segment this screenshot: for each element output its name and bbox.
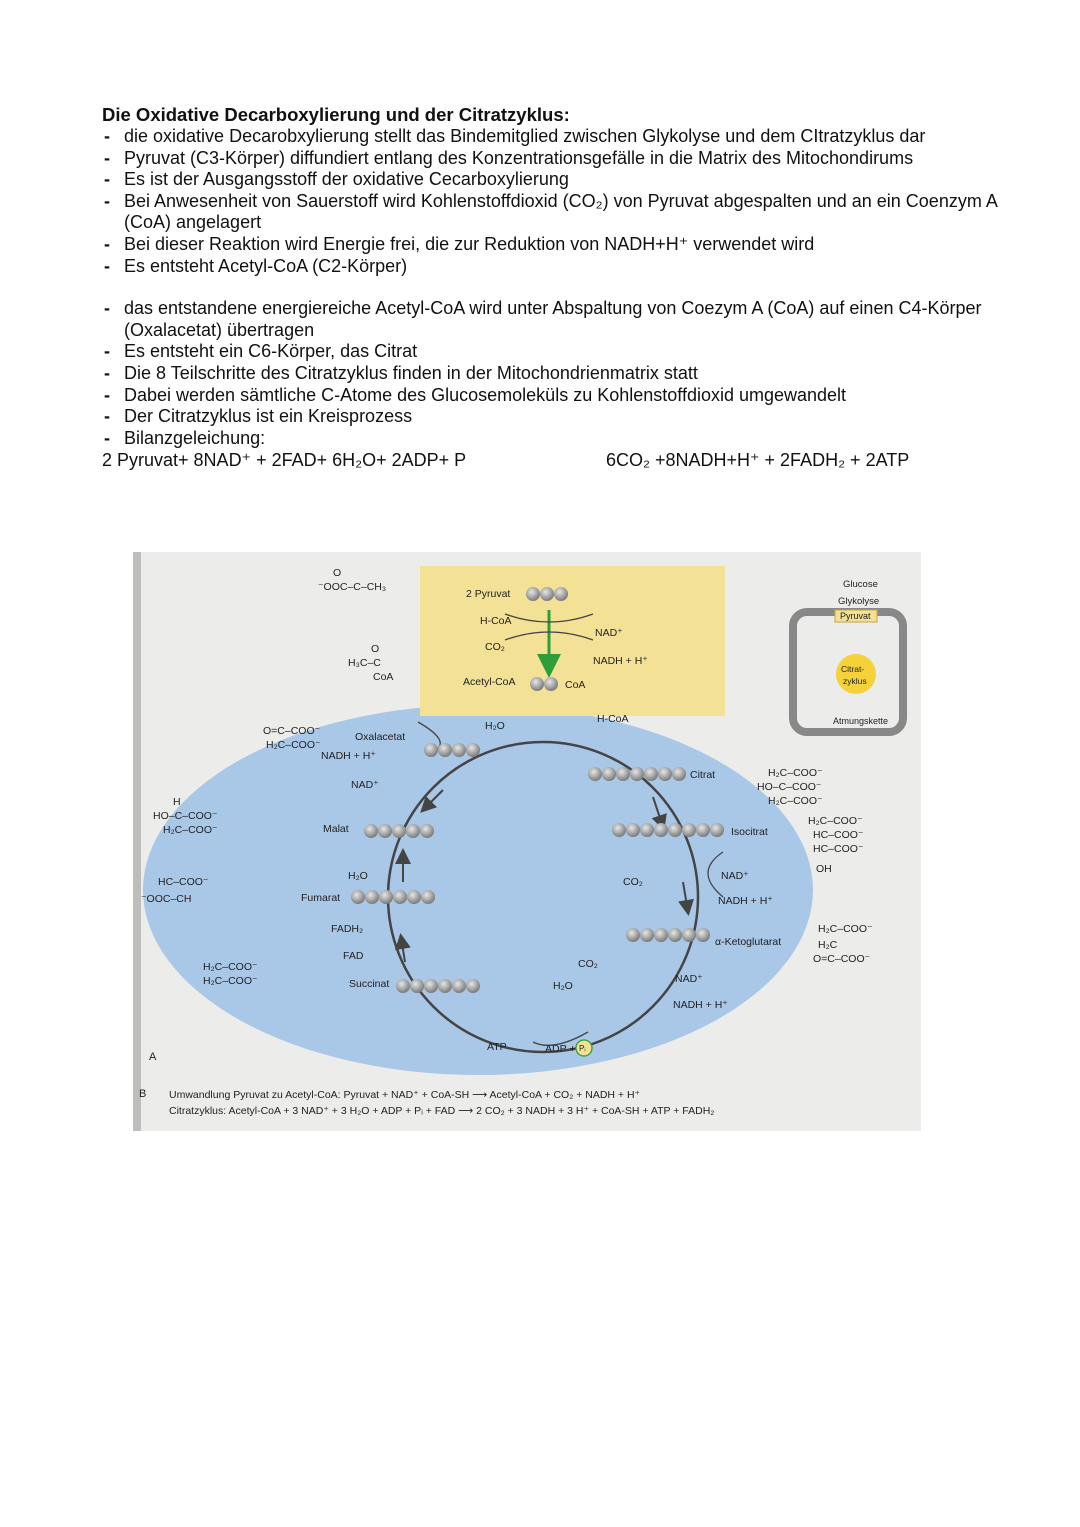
- inset-glucose: Glucose: [843, 579, 878, 590]
- list-item: - Dabei werden sämtliche C-Atome des Glucosemoleküls zu Kohlenstoffdioxid umgewandelt: [102, 385, 1002, 407]
- oxal-formula-1: O=C–COO⁻: [263, 725, 321, 737]
- acetyl-formula-o: O: [371, 643, 380, 655]
- label-citrat: Citrat: [690, 769, 716, 781]
- label-atp: ATP: [487, 1041, 507, 1053]
- inset-cycle-icon: [836, 654, 876, 694]
- label-malat: Malat: [323, 823, 349, 835]
- pyruvat-formula-o: O: [333, 567, 342, 579]
- citrat-formula-3: H₂C–COO⁻: [768, 795, 823, 807]
- equation-right: 6CO₂ +8NADH+H⁺ + 2FADH₂ + 2ATP: [606, 450, 910, 471]
- label-co2-iso: CO₂: [623, 876, 643, 888]
- inset-pyruvat: Pyruvat: [840, 611, 871, 621]
- bullet-list-citratzyklus: [102, 298, 1002, 449]
- inset-citrat-2: zyklus: [843, 676, 867, 686]
- label-fumarat: Fumarat: [301, 892, 341, 904]
- label-nadh-iso: NADH + H⁺: [718, 895, 773, 907]
- bead-chain-pyruvat: [526, 587, 568, 601]
- isocitrat-formula-1: H₂C–COO⁻: [808, 815, 863, 827]
- list-item: - das entstandene energiereiche Acetyl-CoA wird unter Abspaltung von Coezym A (CoA) auf einen C4-Körper (Oxalacetat) übertragen: [102, 298, 1002, 341]
- mitochondrial-matrix: [143, 705, 813, 1075]
- label-h2o-bottom: H₂O: [553, 980, 573, 992]
- label-fadh2: FADH₂: [331, 923, 364, 935]
- page-title: Die Oxidative Decarboxylierung und der Citratzyklus:: [102, 104, 570, 125]
- label-nad-iso: NAD⁺: [721, 870, 749, 882]
- label-nad-bottom: NAD⁺: [675, 973, 703, 985]
- keto-formula-1: H₂C–COO⁻: [818, 923, 873, 935]
- equation-left: 2 Pyruvat+ 8NAD⁺ + 2FAD+ 6H₂O+ 2ADP+ P: [102, 450, 467, 471]
- photo-edge: [133, 552, 141, 1131]
- inset-citrat-1: Citrat-: [841, 664, 865, 674]
- label-2-pyruvat: 2 Pyruvat: [466, 588, 511, 600]
- acetyl-formula-coa: CoA: [373, 671, 394, 683]
- label-b: B: [139, 1088, 147, 1100]
- citrat-formula-1: H₂C–COO⁻: [768, 767, 823, 779]
- citrat-formula-2: HO–C–COO⁻: [757, 781, 822, 793]
- list-item: - Bei Anwesenheit von Sauerstoff wird Kohlenstoffdioxid (CO₂) von Pyruvat abgespalten und an ein Coenzym A (CoA) angelagert: [102, 191, 1002, 234]
- list-item: - die oxidative Decarobxylierung stellt das Bindemitglied zwischen Glykolyse und dem CItratzyklus dar: [102, 126, 1002, 148]
- list-item: - Pyruvat (C3-Körper) diffundiert entlang des Konzentrationsgefälle in die Matrix des Mitochondirums: [102, 148, 1002, 170]
- label-oxalacetat: Oxalacetat: [355, 731, 406, 743]
- pyruvat-formula: ⁻OOC–C–CH₃: [318, 581, 387, 593]
- list-item: - Es entsteht Acetyl-CoA (C2-Körper): [102, 256, 1002, 278]
- spacer: [102, 277, 1002, 298]
- label-a: A: [149, 1051, 157, 1063]
- malat-formula-3: H₂C–COO⁻: [163, 824, 218, 836]
- bullet-list-decarboxylierung: [102, 126, 1002, 277]
- label-isocitrat: Isocitrat: [731, 826, 768, 838]
- list-item: - Es entsteht ein C6-Körper, das Citrat: [102, 341, 1002, 363]
- label-p: Pᵢ: [579, 1044, 586, 1053]
- succinat-formula-1: H₂C–COO⁻: [203, 961, 258, 973]
- label-fad: FAD: [343, 950, 364, 962]
- bead-chain-malat: [364, 824, 434, 838]
- oxal-formula-2: H₂C–COO⁻: [266, 739, 321, 751]
- text-block: [102, 104, 1002, 473]
- label-nad-oxal: NAD⁺: [351, 779, 379, 791]
- label-ketoglutarat: α-Ketoglutarat: [715, 936, 782, 948]
- inset-glykolyse: Glykolyse: [838, 596, 880, 607]
- label-nadh-oxal: NADH + H⁺: [321, 750, 376, 762]
- label-hcoa-mid: H-CoA: [597, 713, 629, 725]
- balance-equation: [102, 449, 1002, 473]
- label-co2-bottom: CO₂: [578, 958, 598, 970]
- list-item: - Bilanzgeleichung:: [102, 428, 1002, 450]
- inset-atmung: Atmungskette: [833, 716, 889, 726]
- list-item: - Bei dieser Reaktion wird Energie frei, die zur Reduktion von NADH+H⁺ verwendet wird: [102, 234, 1002, 256]
- caption-line-2: Citratzyklus: Acetyl-CoA + 3 NAD⁺ + 3 H₂O + ADP + Pᵢ + FAD ⟶ 2 CO₂ + 3 NADH + 3 H⁺ + CoA-SH + ATP + FADH₂: [169, 1105, 715, 1117]
- succinat-formula-2: H₂C–COO⁻: [203, 975, 258, 987]
- label-nadh-top: NADH + H⁺: [593, 655, 648, 667]
- label-h2o-top: H₂O: [485, 720, 505, 732]
- malat-formula-1: H: [173, 796, 181, 808]
- list-item: - Die 8 Teilschritte des Citratzyklus finden in der Mitochondrienmatrix statt: [102, 363, 1002, 385]
- acetyl-formula: H₃C–C: [348, 657, 381, 669]
- caption-line-1: Umwandlung Pyruvat zu Acetyl-CoA: Pyruvat + NAD⁺ + CoA-SH ⟶ Acetyl-CoA + CO₂ + NADH + H⁺: [169, 1089, 641, 1101]
- isocitrat-formula-2: HC–COO⁻: [813, 829, 864, 841]
- label-hcoa-top: H-CoA: [480, 615, 512, 627]
- label-succinat: Succinat: [349, 978, 390, 990]
- label-nadh-bottom: NADH + H⁺: [673, 999, 728, 1011]
- label-co2-top: CO₂: [485, 641, 505, 653]
- keto-formula-3: O=C–COO⁻: [813, 953, 871, 965]
- isocitrat-formula-3: HC–COO⁻: [813, 843, 864, 855]
- label-nad-top: NAD⁺: [595, 627, 623, 639]
- label-adp: ADP +: [545, 1043, 576, 1055]
- citratzyklus-figure: [133, 552, 921, 1131]
- list-item: - Es ist der Ausgangsstoff der oxidative Cecarboxylierung: [102, 169, 1002, 191]
- keto-formula-2: H₂C: [818, 939, 838, 951]
- label-h2o-mal: H₂O: [348, 870, 368, 882]
- malat-formula-2: HO–C–COO⁻: [153, 810, 218, 822]
- isocitrat-formula-4: OH: [816, 863, 832, 875]
- fumarat-formula-2: ⁻OOC–CH: [141, 893, 192, 905]
- label-coa: CoA: [565, 679, 586, 691]
- list-item: - Der Citratzyklus ist ein Kreisprozess: [102, 406, 1002, 428]
- fumarat-formula-1: HC–COO⁻: [158, 876, 209, 888]
- label-acetylcoa: Acetyl-CoA: [463, 676, 516, 688]
- citratzyklus-diagram: [133, 552, 921, 1131]
